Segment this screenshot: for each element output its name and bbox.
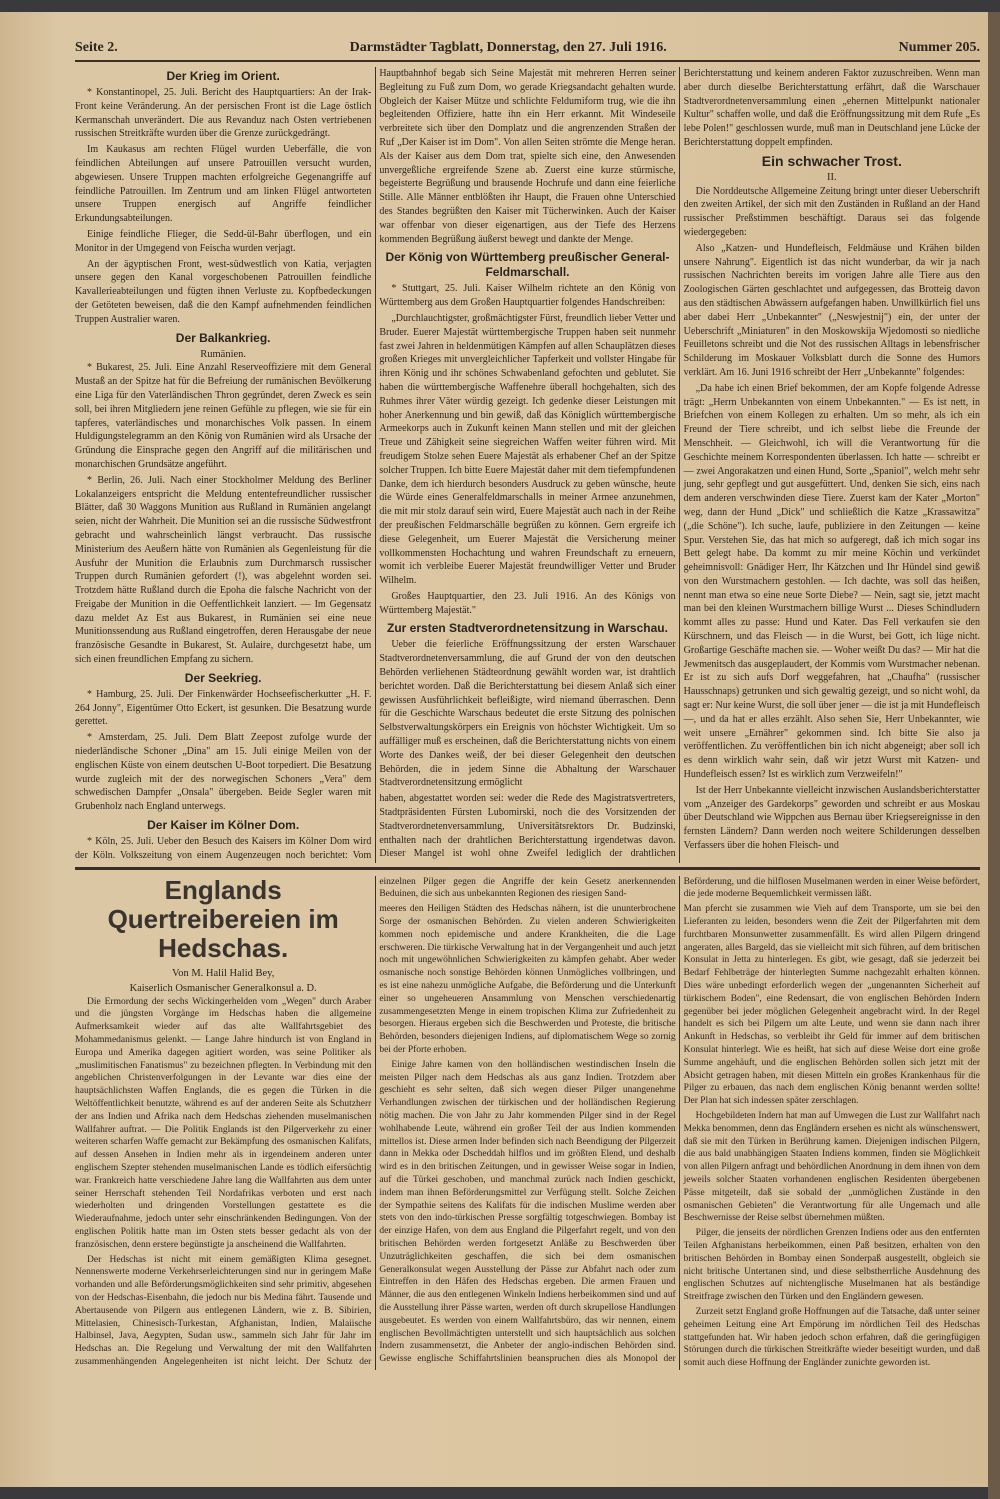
paragraph: „Durchlauchtigster, großmächtigster Fürst, freundlich lieber Vetter und Bruder. Euerer Majestät württembergische Truppen haben seit nunmehr fast zwei Jahren in heldenmütigen Kämpfen auf allen Schauplätzen dieses großen Krieges mit unvergleichlicher Tapferkeit und vollster Hingabe für ihren König und ihr schönes Schwabenland gefochten und geblutet. Sie haben die württembergische Waffenehre überall hochgehalten, sich des Ruhmes ihrer Väter würdig gezeigt. Ich gedenke dieser Leistungen mit hoher Anerkennung und bin gewiß, daß das Königlich württembergische Armeekorps auch in Zukunft keinen Mann stellen und mit der gleichen Treue und Zähigkeit seine siegreichen Waffen weiter führen wird. Mit freudigem Stolze sehen Euere Majestät als erhabener Chef an der Spitze solcher Truppen. Ich bitte Euere Majestät daher mit dem tiefempfundenen Danke, dem ich hierdurch besonders Ausdruck zu geben wünsche, heute die Würde eines Generalfeldmarschalls in meiner Armee anzunehmen, die mit mir stolz darauf sein wird, Euere Majestät auch nach in der Reihe der preußischen Feldmarschälle begrüßen zu können. Gern ergreife ich diese Gelegenheit, um Euerer Majestät die Versicherung meiner vollkommensten Hochachtung und wahren Freundschaft zu erneuern, womit ich verbleibe Euerer Majestät freundwilliger Vetter und Bruder Wilhelm. <box>379 312 676 587</box>
paragraph: * Stuttgart, 25. Juli. Kaiser Wilhelm richtete an den König von Württemberg aus dem Großen Hauptquartier folgendes Handschreiben: <box>379 283 676 309</box>
article-title: Der Seekrieg. <box>184 670 262 685</box>
article-schwacher-trost <box>684 154 980 853</box>
paragraph: * Amsterdam, 25. Juli. Dem Blatt Zeepost zufolge wurde der niederländische Schoner „Dina" am 15. Juli einige Meilen von der englischen Küste von einem deutschen U-Boot torpediert. Die Besatzung wurde zugleich mit der des norwegischen Schoners „Vera" dem schwedischen Dampfer „Onsala" übergeben. Beide Segler waren mit Grubenholz nach England unterwegs. <box>75 732 372 813</box>
paragraph: haben, abgestattet worden sei: weder die Rede des Magistratsvertreters, Stadtpräsidenten Fürsten Lubomirski, noch die des Vorsitzenden der Stadtverordnetenversammlung, Universitätsrektors Dr. Budzinski, enthalten nach der drahtlichen Berichterstattung irgendetwas davon. Dieser Mangel ist wohl ohne Zweifel lediglich der drahtlichen Berichterstattung und keinem anderen Faktor zuzuschreiben. Wenn man aber durch dieselbe Berichterstattung erfährt, daß die Warschauer Stadtverordnetenversammlung einen „ehernen Mittelpunkt nationaler Kultur" schaffen wolle, und daß die Eröffnungssitzung mit dem Rufe „Es lebe Polen!" geschlossen wurde, muß man in Deutschland jene Lücke der Berichterstattung doppelt empfinden. <box>379 68 980 860</box>
page-edge <box>988 12 1000 1499</box>
paragraph: Im Kaukasus am rechten Flügel wurden Ueberfälle, die von feindlichen Abteilungen auf unsere Patrouillen versucht wurden, abgewiesen. Unsere Truppen machten erfolgreiche Gegenangriffe auf feindliche Patrouillen. Im Zentrum und am linken Flügel antworteten unsere Truppen energisch auf Angriffe feindlicher Erkundungsabteilungen. <box>75 144 372 225</box>
paragraph: Die Norddeutsche Allgemeine Zeitung bringt unter dieser Ueberschrift den zweiten Artikel, der sich mit den Zuständen in Rußland an der Hand russischer Preßstimmen beschäftigt. Daraus sei das folgende wiedergegeben: <box>683 185 980 238</box>
article-balkankrieg <box>75 331 371 667</box>
paragraph: Der Hedschas ist nicht mit einem gemäßigten Klima gesegnet. Nennenswerte moderne Verkehrserleichterungen sind nur in geringem Maße vorhanden und alle Beförderungsmöglichkeiten sind sehr primitiv, abgesehen von der Hedschas-Eisenbahn, die jedoch nur bis Medina fährt. Tausende und Abertausende von Pilgern aus entlegenen Ländern, wie z. B. Sibirien, Mittelasien, Chinesisch-Turkestan, Afghanistan, Indien, Malaiische Halbinsel, Java, Aegypten, Sudan usw., sammeln sich Jahr für Jahr im Hedschas an. Die Regelung und Verwaltung der mit den Wallfahrten zusammenhängenden Angelegenheiten ist nicht leicht. Der Schutz der einzelnen Pilger gegen die Angriffe der kein Gesetz anerkennenden Beduinen, die sich aus unbekannten Regionen des riesigen Sand- <box>75 876 676 1367</box>
paragraph: meeres den Heiligen Städten des Hedschas nähern, ist die ununterbrochene Sorge der osmanischen Behörden. Zu vielen anderen Schwierigkeiten kommen noch epidemische und andere Krankheiten, die die Lage erschweren. Die türkische Verwaltung hat in der Vergangenheit und auch jetzt noch mit ungewöhnlichen Schwierigkeiten zu kämpfen gehabt. Aber weder osmanische noch sonstige Behörden können Unmögliches vollbringen, und es ist eine nahezu unmögliche Aufgabe, die Beförderung und die Unterkunft einer so ungeheueren Ansammlung von Menschen verschiedenartig zusammengesetzten Menge in einem tropischen Klima zur Zufriedenheit zu besorgen. Hieraus ergeben sich die Beschwerden und Proteste, die britische Behörden, besonders diejenigen Indiens, auf diplomatischem Wege so zornig bei der Pforte erhoben. <box>379 904 676 1055</box>
paragraph: Großes Hauptquartier, den 23. Juli 1916. An des Königs von Württemberg Majestät." <box>379 590 676 616</box>
article-title: Der Kaiser im Kölner Dom. <box>147 818 300 833</box>
article-title: Zur ersten Stadtverordnetensitzung in Warschau. <box>387 621 668 636</box>
article-subtitle: II. <box>827 171 837 183</box>
paragraph: Ist der Herr Unbekannte vielleicht inzwischen Auslandsberichterstatter vom „Anzeiger des Gardekorps" geworden und schreibt er aus Moskau über Deutschland wie Wippchen aus Bernau über Kriegsereignisse in den fernsten Ländern? Dann werden noch weitere Schilderungen desselben Verfassers über die hohen Fleisch- und <box>683 784 980 852</box>
paragraph: Pilger, die jenseits der nördlichen Grenzen Indiens oder aus den entfernten Teilen Afghanistans herbeikommen, einen Paß besitzen, erhalten von den britischen Behörden in Bombay einen Sonderpaß ausgestellt, obgleich sie nicht britische Untertanen sind, und diese selbstherrliche Ausdehnung des englischen Schutzes auf nichtenglische Muselmanen hat als beständige Streitfrage zwischen den Türken und den Engländern gewesen. <box>683 1228 980 1303</box>
paragraph: Also „Katzen- und Hundefleisch, Feldmäuse und Krähen bilden unsere Nahrung". Eigentlich ist das nicht wunderbar, da wir ja nach russischen Nachrichten bereits im vorigen Jahre alle Tiere aus den Zoologischen Gärten geschlachtet und aufgegessen, das Brotteig davon aus den städtischen Abwässern aufgefangen haben. Unwillkürlich fiel uns aber dabei Herr „Unbekannter" („Neswjestnij") ein, der unter der Ueberschrift „Miniaturen" in den Moskowskija Wjedomosti so niedliche Feuilletons schreibt und die Not des russischen Alltags in lebensfrischer Schilderung im Moskauer Volksblatt durch die Sonne des Humors verklärt. Am 16. Juni 1916 schreibt der Herr „Unbekannte" folgendes: <box>683 242 980 378</box>
masthead <box>75 38 980 62</box>
article-title: Der König von Württemberg preußischer General-Feldmarschall. <box>385 250 670 280</box>
paragraph: Einige feindliche Flieger, die Sedd-ül-Bahr überflogen, und ein Monitor in der Umgegend von Feischa wurden verjagt. <box>75 228 372 254</box>
england-article <box>75 867 980 1370</box>
article-title: Der Krieg im Orient. <box>166 69 280 83</box>
newspaper-title-date: Darmstädter Tagblatt, Donnerstag, den 27. Juli 1916. <box>349 40 667 55</box>
paragraph: * Bukarest, 25. Juli. Eine Anzahl Reserveoffiziere mit dem General Mustaß an der Spitze hat für die Befreiung der rumänischen Bevölkerung eine Liga für den Vaterländischen Thron gegründet, deren Zweck es sein soll, bei ihren Mitgliedern jene reinen Gefühle zu pflegen, wie sie für ein tapferes, vaterländisches und monarchisches Volk passen. In einem Huldigungstelegramm an den König von Rumänien wird als Ursache der Gründung die Einsprache gegen den Angriff auf die militärischen und monarchischen Grundsätze angeführt. <box>75 362 372 470</box>
paragraph: „Da habe ich einen Brief bekommen, der am Kopfe folgende Adresse trägt: „Herrn Unbekannten von einem Unbekannten." — Es ist nett, in Briefchen von einem Kollegen zu erhalten. Um so mehr, als ich ein Freund der Tiere schreibt, und ich selbst liebe die Freunde der Menschheit. — Gleichwohl, ich will die Verantwortung für die Geschichte meinem Korrespondenten überlassen. Ich hatte — schreibt er — zwei Angorakatzen und einen Hund, Sorte „Spaniol", welch mehr sehr jung, sehr gepflegt und gut ausgefüttert. Und, denken Sie sich, eins nach dem anderen verschwinden diese Tiere. Zuerst kam der Kater „Morton" weg, dann der Hund „Dick" und schließlich die Katze „Krassawitza" („die Schöne"). Ich suche, laufe, publiziere in den Zeitungen — keine Spur. Verstehen Sie, das hat mich so aufgeregt, daß ich mich sogar ins Bett gelegt habe. Da kommt zu mir meine Köchin und verkündet geheimnisvoll: Gnädiger Herr, Ihr Kätzchen und Ihr Hündel sind gewiß von den Wurstmachern gestohlen. — Ich dachte, was soll das heißen, nennt man etwa so eine neue Sorte Diebe? — Nein, sagt sie, jetzt macht man bei den kleinen Wurstmachern billige Wurst ... Dieses Schindludern kommt alles zu passe: Hund und Kater. Das Fell verkaufen sie den Kürschnern, und das Fleisch — in die Wurst, bei Gott, ich lüge nicht. Großartige Geschäfte machen sie. — Woher weißt Du das? — Mir hat die Jewmenitsch das ausgeplaudert, der Kommis vom Wurstmacher nebenan. Er ist zu sich aufs Dorf weggefahren, hat „Chaufha" (russischer Hausschnaps) getrunken und sich gewaltig gezeigt, und so nicht wohl, da sagt er: Nur keine Wurst, die soll über jener — die ist ja mit Hundefleisch —, und da hat er alles erzählt. Also sehen Sie, Herr Unbekannter, wie weit unsere „Ernährer" gekommen sind. Ich bitte Sie also ja veröffentlichen. Zu veröffentlichen bin ich nicht abgeneigt; aber soll ich es denn wirklich wahr sein, daß wir jetzt Wurst mit Katzen- und Hundefleisch essen? Ist es wirklich zum Verzweifeln!" <box>683 382 980 781</box>
paragraph: Die Ermordung der sechs Wickingerhelden vom „Wegen" durch Araber und die jüngsten Vorgänge im Hedschas haben die allgemeine Aufmerksamkeit wieder auf das alte Wallfahrtsgebiet des Mohammedanismus gelenkt. — Lange Jahre hindurch ist von England in Europa und Amerika dagegen agitiert worden, was seine Politiker als „muslimitischen Fanatismus" zu bezeichnen pflegten. In Verbindung mit den angeblichen Christenverfolgungen in der Levante war dies eine der hauptsächlichsten Waffen Englands, die es gegen die Türken in die Weltöffentlichkeit benutzte, während es auf der anderen Seite als Schutzherr der ans Indien und Afrika nach dem Hedschas ziehenden muselmanischen Wallfahrer auftrat. — Die Politik Englands ist den Pilgerverkehr zu einer weiteren scharfen Waffe gemacht zur Bekämpfung des osmanischen Kalifats, auf dessen Ansehen in Indien mehr als in irgendeinem anderen unter englischem Szepter stehenden muselmanischen Lande es tödlich eifersüchtig war. Frankreich hatte verschiedene Jahre lang die Wallfahrten aus dem unter seiner Herrschaft stehenden Teil Nordafrikas verboten und erst nach wiederholten und dringenden Vorstellungen gestattete es die Wiederaufnahme, jedoch unter sehr einschränkenden Bedingungen. Von der englischen Politik hatte man im Osten stets besser gedacht als von der französischen, denn erstere begünstigte ja anscheinend die Wallfahrten. <box>75 996 372 1250</box>
newspaper-page <box>0 12 988 1487</box>
issue-number: Nummer 205. <box>898 40 980 55</box>
paragraph: Man pfercht sie zusammen wie Vieh auf dem Transporte, um sie bei den Lieferanten zu leiden, besonders wenn die Zeit der Pilgerfahrten mit dem furchtbaren Monsunwetter zusammenfällt. Es wird allen Pilgern dringend angeraten, alles Bargeld, das sie vielleicht mit sich führen, auf dem britischen Konsulat in Jetta zu hinterlegen. Es gibt, wie gesagt, daß sie jederzeit bei Bedarf Fehlbeträge der hinterlegten Summe nachgezahlt erhalten können. Dies wäre unbedingt erforderlich wegen der „ungenannten Sicherheit auf türkischem Boden", eine Redensart, die von englischen Behörden Indern gegenüber bei jeder möglichen Gelegenheit angebracht wird. In der Regel handelt es sich bei Pilgern um alte Leute, und wenn sie dann nach ihrer Ankunft in Hedschas, so verbleibt ihr Geld für immer auf dem britischen Konsulat hinterlegt. Wie es heißt, hat sich auf diese Weise dort eine große Summe angehäuft, und die englischen Behörden sollen sich jetzt mit der Absicht getragen haben, mit diesen Mitteln ein großes Krankenhaus für die Pilger zu erbauen, das nach dem englischen König benannt werden sollte! Der Plan hat sich indessen später zerschlagen. <box>683 904 980 1107</box>
top-columns <box>75 62 980 863</box>
article-seekrieg <box>75 671 371 814</box>
paragraph: Einige Jahre kamen von den holländischen westindischen Inseln die meisten Pilger nach dem Hedschas als aus ganz Indien. Trotzdem aber geschieht es sehr selten, daß sich wegen dieser Pilger unangenehme Verhandlungen zwischen der türkischen und der holländischen Regierung nötig machen. Die von Jahr zu Jahr kommenden Pilger sind in der Regel wohlhabende Leute, während ein großer Teil der aus Indien kommenden mittellos ist. Diese armen Inder befinden sich nach Beendigung der Pilgerzeit dann in Mekka oder Dscheddah hilflos und im größten Elend, und deshalb wird es in den britischen Zeitungen, und in gewisser Weise sogar in Indien, auf die Türkei geschoben, und manchmal zurück nach Indien geschickt, indem man ihnen Beförderungsmittel zur Verfügung stellt. Solche Zeichen der Sympathie seitens des Kalifats für die indischen Muslime werden aber stets von den indo-türkischen Presse sorgfältig totgeschwiegen. Bombay ist der einzige Hafen, von dem aus England die Pilgerfahrt regelt, und von den britischen Behörden werden fortgesetzt Anläße zu Beschwerden über Unzuträglichkeiten geschaffen, die sich bei dem osmanischen Generalkonsulat wegen Ausstellung der Pässe zur Abfahrt nach oder zum Eintreffen in den Häfen des Hedschas ergeben. Die armen Frauen und Männer, die aus den entlegenen Winkeln Indiens herbeikommen sind und auf die Ausstellung ihrer Pässe warten, werden oft durch skrupellose Handlungen ausgebeutet. Es werden von einem Wallfahrtsbüro, das wir nennen, einem englischen Bevollmächtigten unterstellt und sich hauptsächlich aus solchen Indern zusammensetzt, die Anbeter der anglo-indischen Behörden sind. Gewisse englische Schiffahrtslinien beanspruchen dies als Monopol der Beförderung, und die hilflosen Muselmanen werden in einer Weise befördert, die jede moderne Bequemlichkeit vermissen läßt. <box>379 876 980 1365</box>
paragraph: Hochgebildeten Indern hat man auf Umwegen die Lust zur Wallfahrt nach Mekka benommen, denn das Engländern ersehen es nicht als wünschenswert, daß sie mit den Türken in Berührung kamen. Diejenigen indischen Pilgern, die aus bald unabhängigen Staaten Indiens kommen, finden sie Möglichkeit von allen Pilgern anfragt und behördlichen Anordnung in dem ihnen von dem jeweils solcher Staaten vorhandenen englischen Residenten übergebenen Pässe mitgeteilt, daß sie sobald der „unmöglichen Zustände in den osmanischen Gebieten" die Verantwortung für alle Ungemach und alle Beschwernisse der Reise selbst übernehmen müßten. <box>683 1110 980 1224</box>
paragraph: Zurzeit setzt England große Hoffnungen auf die Tatsache, daß unter seiner geheimen Leitung eine Art Empörung im nördlichen Teil des Hedschas stattgefunden hat. Wir haben jedoch schon erfahren, daß die geringfügigen Störungen durch die türkischen Streitkräfte wieder beseitigt wurden, und daß somit auch diese Hoffnung der Engländer zunichte geworden ist. <box>683 1306 980 1369</box>
author-title: Kaiserlich Osmanischer Generalkonsul a. D. <box>129 982 317 994</box>
article-title: Der Balkankrieg. <box>175 330 271 345</box>
paragraph: * Köln, 25. Juli. Ueber den Besuch des Kaisers im Kölner Dom wird der Köln. Volkszeitung von einem Augenzeugen noch berichtet: Vom Hauptbahnhof begab sich Seine Majestät mit mehreren Herren seiner Begleitung zu Fuß zum Dom, wo gerade Kriegsandacht gehalten wurde. Obgleich der Kaiser Mütze und schlichte Feldumiform trug, wie die ihn begleitenden Offiziere, hatte ihn ein Herr erkannt. Mit Windeseile verbreitete sich über den Domplatz und die angrenzenden Straßen der Ruf „Der Kaiser ist im Dom". Von allen Seiten strömte die Menge heran. Als der Kaiser aus dem Dom trat, spielte sich eine, den Anwesenden unvergeßliche ergreifende Szene ab. Zuerst eine kurze stürmische, begeisterte Begrüßung und brausende Hochrufe und dann eine feierliche Stille. Alle Männer entblößten ihr Haupt, die Frauen ohne Unterschied des Standes begrüßten den Kaiser mit Tücherwinken. Auch der Kaiser war offenbar von dieser eigenartigen, aus der Tiefe des Herzens kommenden Begrüßung äußerst bewegt und dankte der Menge. <box>75 68 676 861</box>
page-number: Seite 2. <box>75 40 118 55</box>
paragraph: An der ägyptischen Front, west-südwestlich von Katia, verjagten unsere gegen den Kanal vorgeschobenen Patrouillen feindliche Kavallerieabteilungen und fügten ihnen Verluste zu. Kopfbedeckungen der Getöteten beweisen, daß die den Kampf aufnehmenden feindlichen Truppen Australier waren. <box>75 258 372 325</box>
paragraph: Ueber die feierliche Eröffnungssitzung der ersten Warschauer Stadtverordnetenversammlung, die auf Grund der von den deutschen Behörden verliehenen Städteordnung gewählt worden war, ist drahtlich berichtet worden. Daß die Berichterstattung bei diesem Anlaß sich einer gewissen Ausführlichkeit befleißigte, wird niemand überraschen. Denn für die Geschichte Warschaus bedeutet die erste Sitzung des polnischen Selbstverwaltungskörpers ein Ereignis von höchster Wichtigkeit. Um so auffälliger muß es erscheinen, daß die Berichterstattung nichts von einem Worte des Dankes weiß, der bei dieser Gelegenheit den deutschen Behörden, die in jedem Sinne die Abhaltung der Warschauer Stadtverordnetensitzung ermöglicht <box>379 639 676 789</box>
article-krieg-im-orient <box>75 69 371 327</box>
paragraph: * Konstantinopel, 25. Juli. Bericht des Hauptquartiers: An der Irak-Front keine Veränderung. An der persischen Front ist die Lage östlich Kermanschah unverändert. Die aus Revanduz nach Osten vertriebenen russischen Streitkräfte wurden über die Grenze zurückgedrängt. <box>75 87 372 140</box>
paragraph: * Hamburg, 25. Juli. Der Finkenwärder Hochseefischerkutter „H. F. 264 Jonny", Eigentümer Otto Eckert, ist gesunken. Die Besatzung wurde gerettet. <box>75 688 372 728</box>
article-title: Englands Quertreibereien im Hedschas. <box>107 874 339 963</box>
article-subtitle: Rumänien. <box>200 348 247 360</box>
article-title: Ein schwacher Trost. <box>761 152 902 169</box>
article-koenig-wuerttemberg <box>379 250 675 617</box>
author: Von M. Halil Halid Bey, <box>171 967 275 979</box>
paragraph: * Berlin, 26. Juli. Nach einer Stockholmer Meldung des Berliner Lokalanzeigers entspricht die Meldung ententefreundlicher russischer Blätter, daß 30 Waggons Munition aus Rußland in Rumänien angelangt seien, nicht der Wahrheit. Die Munition sei an die russische Südwestfront gebracht und wahrscheinlich längst verbraucht. Das russische Ministerium des Aeußern hätte von Rumänien als Gegenleistung für die Ausfuhr der Munition die Erlaubnis zum Durchmarsch russischer Truppen durch Rumänien gefordert (!), was abgelehnt worden sei. Trotzdem hätte Rußland durch die Epoha die falsche Nachricht von der Freigabe der Munition in die Oeffentlichkeit lanziert. — Im Gegensatz dazu meldet Az Est aus Bukarest, in Rumänien sei eine neue Munitionssendung aus Rußland eingetroffen, deren Herausgabe der neue französische Gesandte in Bukarest, St. Aulaire, durchgesetzt habe, um sich einen freundlichen Empfang zu sichern. <box>75 474 372 666</box>
